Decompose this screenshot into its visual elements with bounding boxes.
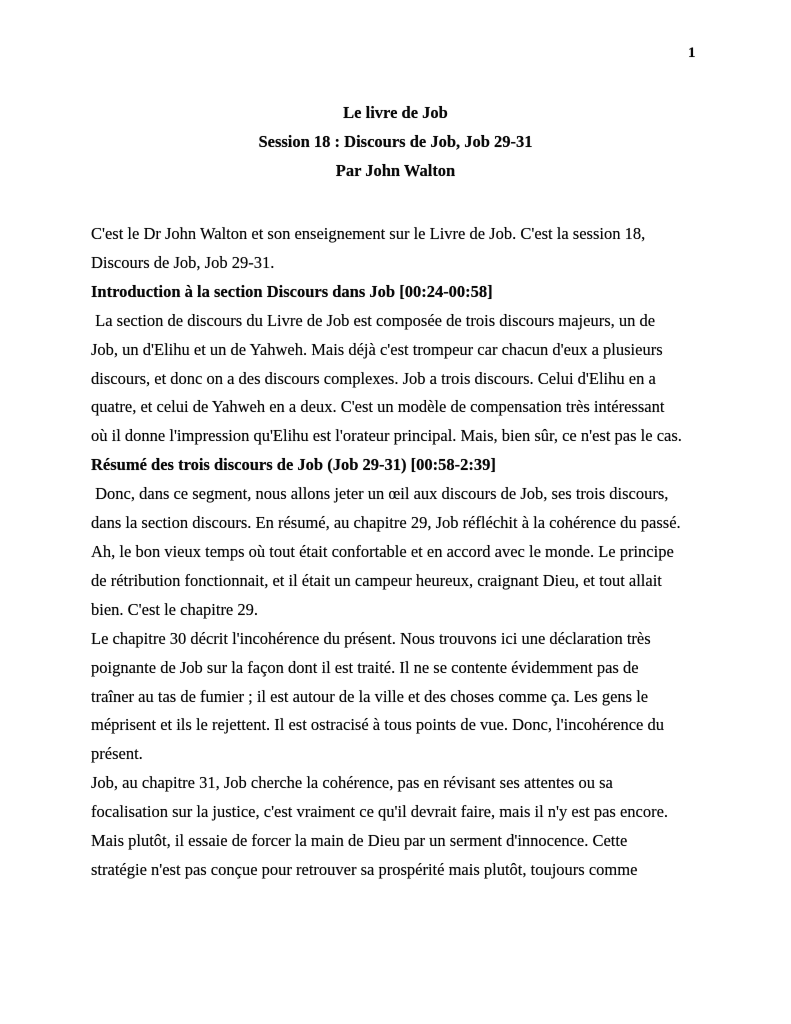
text-line: Le chapitre 30 décrit l'incohérence du présent. Nous trouvons ici une déclaration très xyxy=(91,628,651,648)
text-line: bien. C'est le chapitre 29. xyxy=(91,599,259,619)
document-subtitle: Session 18 : Discours de Job, Job 29-31 xyxy=(258,131,533,151)
document-author: Par John Walton xyxy=(335,160,456,180)
text-line: méprisent et ils le rejettent. Il est ostracisé à tous points de vue. Donc, l'incohérence du xyxy=(91,715,664,735)
text-line: stratégie n'est pas conçue pour retrouver sa prospérité mais plutôt, toujours comme xyxy=(91,859,638,879)
document-title: Le livre de Job xyxy=(343,103,448,122)
body-text xyxy=(91,220,751,885)
text-line: traîner au tas de fumier ; il est autour de la ville et des choses comme ça. Les gens le xyxy=(91,686,649,706)
text-line: Job, un d'Elihu et un de Yahweh. Mais déjà c'est trompeur car chacun d'eux a plusieurs xyxy=(91,339,663,359)
text-line: présent. xyxy=(91,744,143,764)
text-line: Donc, dans ce segment, nous allons jeter un œil aux discours de Job, ses trois discours, xyxy=(91,484,669,504)
section-heading-resume: Résumé des trois discours de Job (Job 29-31) [00:58-2:39] xyxy=(91,455,496,475)
text-line: C'est le Dr John Walton et son enseignement sur le Livre de Job. C'est la session 18, xyxy=(91,224,646,243)
text-line: où il donne l'impression qu'Elihu est l'orateur principal. Mais, bien sûr, ce n'est pas le cas. xyxy=(91,426,682,446)
text-line: La section de discours du Livre de Job est composée de trois discours majeurs, un de xyxy=(91,310,656,330)
text-line: Discours de Job, Job 29-31. xyxy=(91,252,275,272)
text-line: poignante de Job sur la façon dont il est traité. Il ne se contente évidemment pas de xyxy=(91,657,639,677)
text-line: discours, et donc on a des discours complexes. Job a trois discours. Celui d'Elihu en a xyxy=(91,368,656,388)
text-line: Mais plutôt, il essaie de forcer la main de Dieu par un serment d'innocence. Cette xyxy=(91,831,628,851)
text-line: dans la section discours. En résumé, au chapitre 29, Job réfléchit à la cohérence du passé. xyxy=(91,513,681,533)
page-number: 1 xyxy=(688,45,696,61)
text-line: Job, au chapitre 31, Job cherche la cohérence, pas en révisant ses attentes ou sa xyxy=(91,773,613,793)
text-line: focalisation sur la justice, c'est vraiment ce qu'il devrait faire, mais il n'y est pas encore. xyxy=(91,802,669,822)
text-line: Ah, le bon vieux temps où tout était confortable et en accord avec le monde. Le principe xyxy=(91,541,674,561)
text-line: de rétribution fonctionnait, et il était un campeur heureux, craignant Dieu, et tout allait xyxy=(91,570,662,590)
section-heading-introduction: Introduction à la section Discours dans Job [00:24-00:58] xyxy=(91,281,493,301)
text-line: quatre, et celui de Yahweh en a deux. C'est un modèle de compensation très intéressant xyxy=(91,397,665,417)
title-block xyxy=(0,99,791,186)
